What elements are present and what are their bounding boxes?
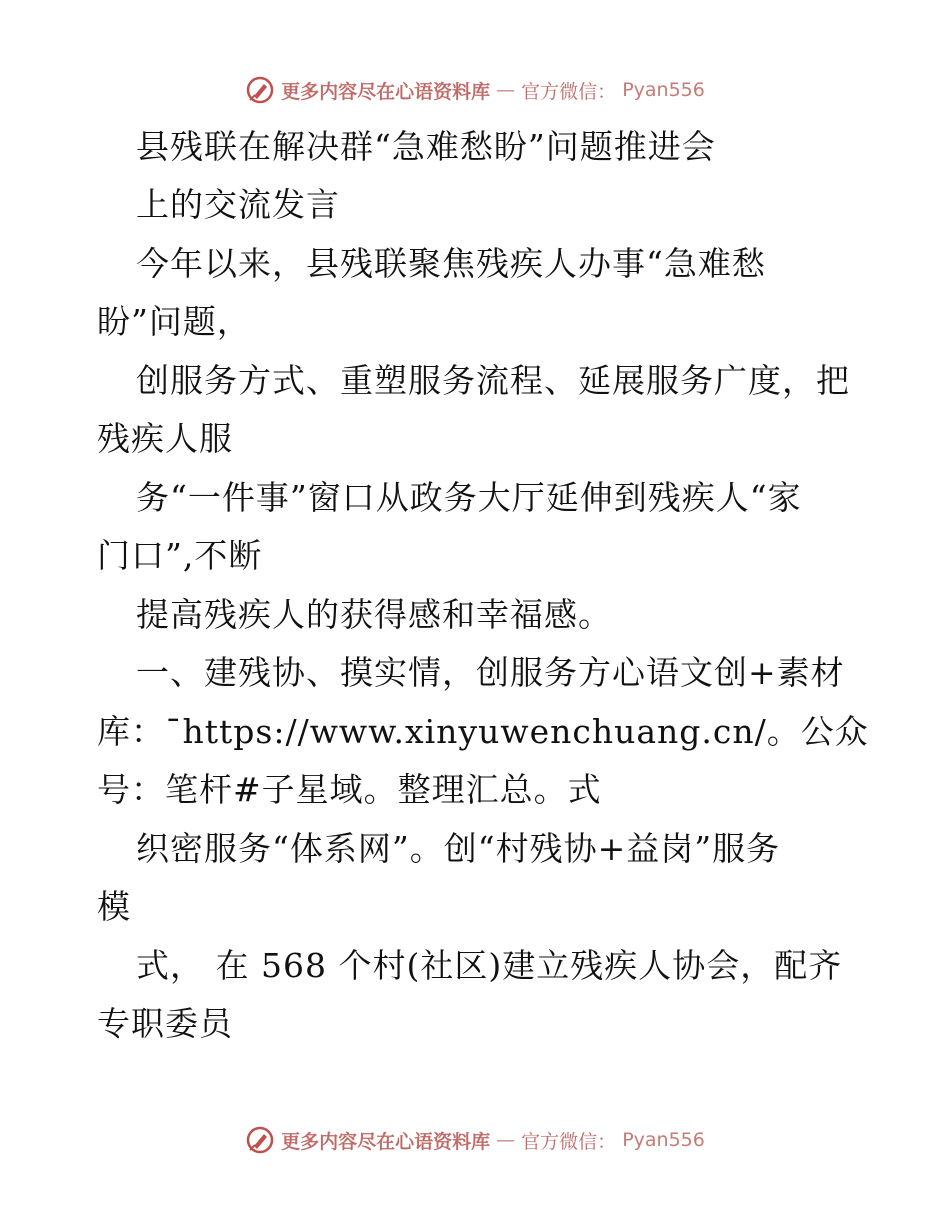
- pen-logo-icon: [245, 1125, 275, 1155]
- paragraph-line: 今年以来，县残联聚焦残疾人办事“急难愁: [136, 244, 766, 283]
- paragraph-line: 专职委员: [97, 1004, 233, 1043]
- doc-title-line-1: 县残联在解决群“急难愁盼”问题推进会: [136, 127, 716, 166]
- paragraph-line: 号：笔杆#子星域。整理汇总。式: [97, 770, 602, 809]
- paragraph-line: 模: [97, 887, 131, 926]
- paragraph-line: 盼”问题，: [97, 302, 251, 341]
- watermark-separator: —: [496, 1129, 516, 1151]
- paragraph-line: 残疾人服: [97, 419, 233, 458]
- section-heading-line: 一、建残协、摸实情，创服务方心语文创+素材: [136, 653, 845, 692]
- paragraph-line: 门口”,不断: [97, 536, 263, 575]
- watermark-brand: 更多内容尽在心语资料库: [281, 1130, 491, 1153]
- watermark-separator: —: [496, 79, 516, 101]
- watermark-footer: [0, 1120, 950, 1160]
- paragraph-line-url: 库：¯https://www.xinyuwenchuang.cn/。公众: [97, 712, 869, 751]
- watermark-wechat-id: Pyan556: [622, 1129, 705, 1151]
- doc-title-line-2: 上的交流发言: [136, 185, 340, 224]
- watermark-wechat-id: Pyan556: [622, 79, 705, 101]
- pen-logo-icon: [245, 75, 275, 105]
- paragraph-line: 式， 在 568 个村(社区)建立残疾人协会，配齐: [136, 946, 843, 985]
- paragraph-line: 创服务方式、重塑服务流程、延展服务广度，把: [136, 361, 850, 400]
- watermark-header: [0, 70, 950, 110]
- watermark-brand: 更多内容尽在心语资料库: [281, 80, 491, 103]
- watermark-official-label: 官方微信：: [521, 1130, 617, 1153]
- watermark-official-label: 官方微信：: [521, 80, 617, 103]
- paragraph-line: 织密服务“体系网”。创“村残协+益岗”服务: [136, 829, 781, 868]
- paragraph-line: 务“一件事”窗口从政务大厅延伸到残疾人“家: [136, 478, 802, 517]
- paragraph-line: 提高残疾人的获得感和幸福感。: [136, 595, 612, 634]
